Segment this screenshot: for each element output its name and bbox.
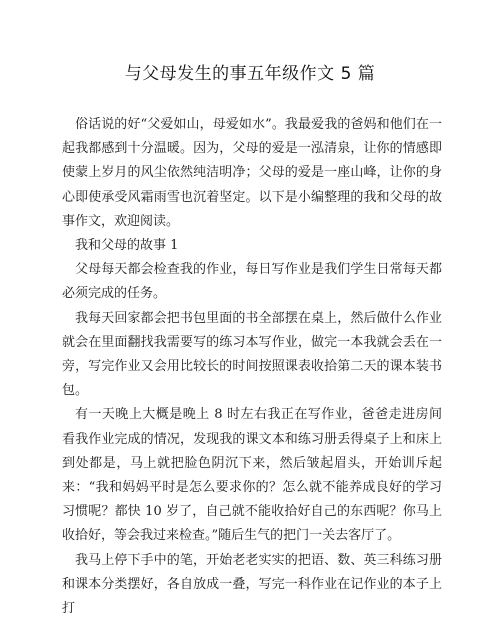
body-paragraph: 我每天回家都会把书包里面的书全部摆在桌上，然后做什么作业就会在里面翻找我需要写的练习本写作业，做完一本我就会丢在一旁，写完作业又会用比较长的时间按照课表收拾第二天的课本装书包。 [62, 310, 442, 399]
body-paragraph: 父母每天都会检查我的作业，每日写作业是我们学生日常每天都必须完成的任务。 [62, 262, 442, 302]
section-heading: 我和父母的故事 1 [75, 238, 179, 254]
body-paragraph: 有一天晚上大概是晚上 8 时左右我正在写作业，爸爸走进房间看我作业完成的情况，发现我的课文本和练习册丢得桌子上和床上到处都是，马上就把脸色阴沉下来，然后皱起眉头，开始训斥起来：“我和妈妈平时是怎么要求你的？怎么就不能养成良好的学习习惯呢？都快 10 岁了，自己就不能收拾好自己的东西呢？你马上收拾好，等会我过来检查。”随后生气的把门一关去客厅了。 [62, 407, 442, 544]
document-title: 与父母发生的事五年级作文 5 篇 [124, 64, 376, 84]
document-body [62, 113, 442, 621]
intro-paragraph: 俗话说的好“父爱如山，母爱如水”。我最爱我的爸妈和他们在一起我都感到十分温暖。因为，父母的爱是一泓清泉，让你的情感即使蒙上岁月的风尘依然纯洁明净；父母的爱是一座山峰，让你的身心即使承受风霜雨雪也沉着坚定。以下是小编整理的我和父母的故事作文，欢迎阅读。 [62, 117, 442, 229]
body-paragraph: 我马上停下手中的笔，开始老老实实的把语、数、英三科练习册和课本分类摆好，各自放成一叠，写完一科作业在记作业的本子上打 [62, 552, 442, 617]
